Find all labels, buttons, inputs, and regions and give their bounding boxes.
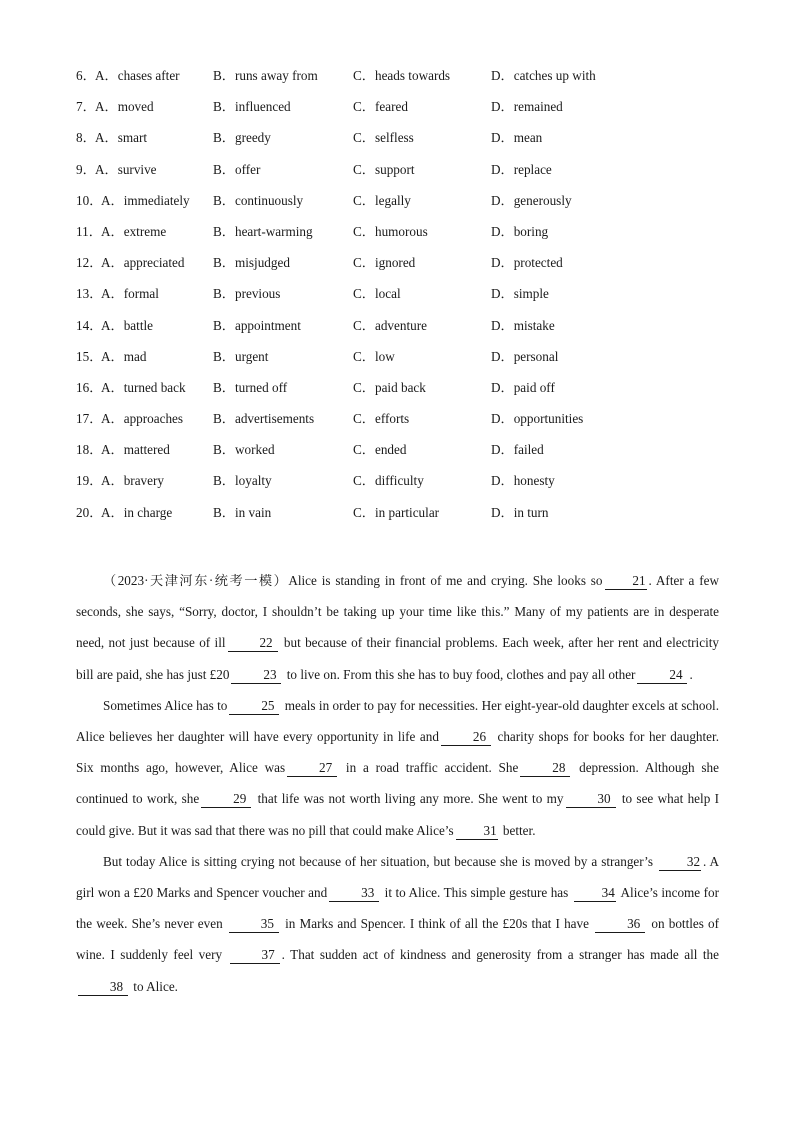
question-number: 14． <box>76 317 103 333</box>
option-row <box>76 253 736 284</box>
passage-text: on bottles of wine. I suddenly feel very <box>76 916 720 963</box>
passage-paragraph <box>76 690 719 846</box>
blank-24: 24 <box>637 667 687 684</box>
option-c: C．legally <box>353 192 411 208</box>
option-c: C．ignored <box>353 255 416 271</box>
option-d: D．failed <box>491 442 544 458</box>
option-list <box>76 66 736 534</box>
question-number: 8． <box>76 130 96 146</box>
blank-35: 35 <box>229 916 279 933</box>
option-b: B．loyalty <box>213 473 272 489</box>
option-a: A．chases after <box>95 68 180 83</box>
blank-21: 21 <box>605 573 647 590</box>
blank-25: 25 <box>229 698 279 715</box>
option-row <box>76 378 736 409</box>
question-number: 18． <box>76 442 103 458</box>
passage-text: meals in order to pay for necessities. Her eight-year-old daughter excels at school. Alice believes her daughter will have every opportunity in life and <box>76 697 719 745</box>
option-b: B．urgent <box>213 348 269 364</box>
option-a: A．smart <box>95 130 148 146</box>
passage-text: . A girl won a £20 Marks and Spencer voucher and <box>76 853 720 901</box>
passage-text: in Marks and Spencer. I think of all the £20s that I have <box>285 916 589 932</box>
option-a: A．mattered <box>101 442 170 458</box>
option-row <box>76 471 736 502</box>
option-c: C．adventure <box>353 317 427 333</box>
passage-text: to see what help I could give. But it was sad that there was no pill that could make Alice’s <box>76 791 720 838</box>
blank-22: 22 <box>228 635 278 652</box>
option-a: A．appreciated <box>101 255 185 271</box>
blank-26: 26 <box>441 729 491 746</box>
option-b: B．appointment <box>213 317 301 333</box>
passage-text: charity shops for books for her daughter. Six months ago, however, Alice was <box>76 729 719 776</box>
option-b: B．misjudged <box>213 255 290 271</box>
question-number: 12． <box>76 255 103 271</box>
option-d: D．remained <box>491 99 563 115</box>
passage-text: better. <box>502 822 536 838</box>
option-b: B．advertisements <box>213 411 315 427</box>
passage-text: to live on. From this she has to buy food, clothes and pay all other <box>286 666 636 682</box>
blank-28: 28 <box>520 760 570 777</box>
option-row <box>76 191 736 222</box>
option-c: C．difficulty <box>353 473 424 489</box>
question-number: 9． <box>76 161 96 177</box>
blank-37: 37 <box>230 947 280 964</box>
option-row <box>76 440 736 471</box>
option-row <box>76 284 736 315</box>
option-a: A．formal <box>101 286 159 302</box>
passage-paragraph <box>76 846 719 1002</box>
option-a: A．survive <box>95 161 157 177</box>
passage-text: that life was not worth living any more. She went to my <box>257 791 564 807</box>
option-b: B．heart-warming <box>213 223 313 239</box>
blank-29: 29 <box>201 791 251 808</box>
question-number: 20． <box>76 504 103 520</box>
option-c: C．support <box>353 161 415 177</box>
option-c: C．heads towards <box>353 68 451 83</box>
option-b: B．continuously <box>213 192 304 208</box>
cloze-passage <box>76 565 719 1002</box>
option-c: C．paid back <box>353 379 426 395</box>
passage-text: . <box>689 666 693 682</box>
option-row <box>76 347 736 378</box>
option-a: A．approaches <box>101 411 184 427</box>
blank-38: 38 <box>78 979 128 996</box>
option-b: B．runs away from <box>213 68 318 83</box>
passage-text: it to Alice. This simple gesture has <box>384 885 569 901</box>
blank-36: 36 <box>595 916 645 933</box>
blank-27: 27 <box>287 760 337 777</box>
blank-34: 34 <box>574 885 616 902</box>
passage-text: （2023·天津河东·统考一模）Alice is standing in front of me and crying. She looks so <box>103 573 603 588</box>
passage-text: in a road traffic accident. She <box>345 760 519 776</box>
option-row <box>76 66 736 97</box>
question-number: 17． <box>76 411 103 427</box>
option-d: D．catches up with <box>491 68 596 83</box>
option-b: B．in vain <box>213 504 272 520</box>
passage-text: . After a few seconds, she says, “Sorry, doctor, I shouldn’t be taking up your time like this.” Many of my patients are in desperate need, not just because of ill <box>76 573 719 651</box>
option-b: B．offer <box>213 161 261 177</box>
option-b: B．previous <box>213 286 281 302</box>
question-number: 11． <box>76 223 102 239</box>
option-d: D．mistake <box>491 317 555 333</box>
passage-text: Sometimes Alice has to <box>103 697 228 713</box>
option-d: D．honesty <box>491 473 555 489</box>
option-b: B．worked <box>213 442 275 458</box>
option-row <box>76 409 736 440</box>
option-a: A．mad <box>101 348 147 364</box>
option-row <box>76 222 736 253</box>
passage-text: But today Alice is sitting crying not because of her situation, but because she is moved by a stranger’s <box>103 853 653 869</box>
option-row <box>76 160 736 191</box>
option-d: D．generously <box>491 192 572 208</box>
option-c: C．in particular <box>353 504 440 520</box>
option-c: C．efforts <box>353 411 410 427</box>
passage-text: . That sudden act of kindness and generosity from a stranger has made all the <box>281 947 720 963</box>
question-number: 6． <box>76 68 96 83</box>
question-number: 16． <box>76 379 103 395</box>
option-a: A．in charge <box>101 504 173 520</box>
question-number: 7． <box>76 99 96 115</box>
passage-text: but because of their financial problems. Each week, after her rent and electricity bill are paid, she has just £20 <box>76 635 719 682</box>
option-d: D．personal <box>491 348 559 364</box>
option-a: A．bravery <box>101 473 164 489</box>
option-d: D．mean <box>491 130 543 146</box>
passage-paragraph <box>76 565 719 690</box>
question-number: 10． <box>76 192 103 208</box>
option-b: B．influenced <box>213 99 291 115</box>
option-row <box>76 503 736 534</box>
option-d: D．in turn <box>491 504 549 520</box>
question-number: 15． <box>76 348 103 364</box>
option-d: D．replace <box>491 161 552 177</box>
passage-text: depression. Although she continued to work, she <box>76 760 720 807</box>
option-d: D．boring <box>491 223 549 239</box>
option-a: A．turned back <box>101 379 186 395</box>
option-d: D．opportunities <box>491 411 584 427</box>
question-number: 19． <box>76 473 103 489</box>
option-a: A．moved <box>95 99 154 115</box>
option-c: C．ended <box>353 442 407 458</box>
option-row <box>76 97 736 128</box>
passage-text: to Alice. <box>133 978 178 994</box>
option-d: D．simple <box>491 286 549 302</box>
option-b: B．turned off <box>213 379 288 395</box>
blank-30: 30 <box>566 791 616 808</box>
option-row <box>76 128 736 159</box>
blank-33: 33 <box>329 885 379 902</box>
option-row <box>76 316 736 347</box>
option-c: C．feared <box>353 99 408 115</box>
option-a: A．extreme <box>101 223 167 239</box>
option-c: C．low <box>353 348 395 364</box>
passage-text: Alice’s income for the week. She’s never even <box>76 885 720 932</box>
blank-31: 31 <box>456 823 498 840</box>
blank-23: 23 <box>231 667 281 684</box>
question-number: 13． <box>76 286 103 302</box>
blank-32: 32 <box>659 854 701 871</box>
option-c: C．selfless <box>353 130 414 146</box>
option-b: B．greedy <box>213 130 271 146</box>
option-c: C．local <box>353 286 401 302</box>
option-a: A．battle <box>101 317 154 333</box>
option-a: A．immediately <box>101 192 190 208</box>
option-d: D．protected <box>491 255 563 271</box>
option-c: C．humorous <box>353 223 428 239</box>
option-d: D．paid off <box>491 379 555 395</box>
